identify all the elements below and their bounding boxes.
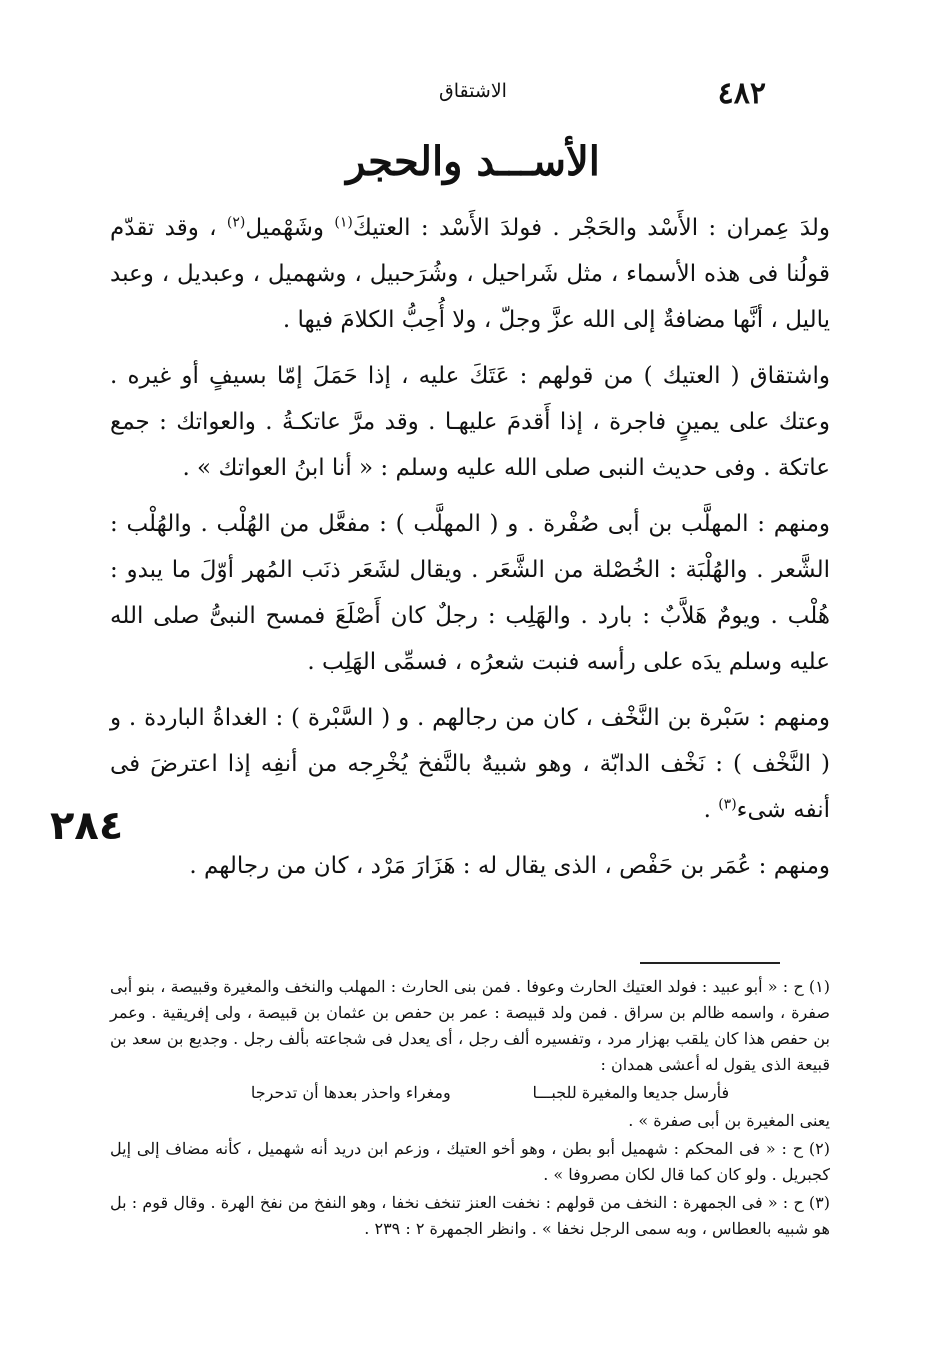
paragraph-text: وشَهْميل [245, 215, 335, 241]
page-header [0, 70, 946, 110]
footnote-marker-2: (٢) [226, 214, 246, 231]
footnote-separator [640, 962, 780, 964]
paragraph-text: ، وقد تقدّم قولُنا فى هذه الأسماء ، مثل شَراحيل ، وشُرَحبيل ، وشهميل ، وعبديل ، وعبد ياليل ، أنَّها مضافةٌ إلى الله عزَّ وجلّ ، ولا أُحِبُّ الكلامَ فيها . [110, 215, 830, 333]
paragraph-5: ومنهم : عُمَر بن حَفْص ، الذى يقال له : هَزَارَ مَرْد ، كان من رجالهم . [189, 853, 830, 879]
footnote-marker-3: (٣) [718, 796, 737, 813]
verse-line [210, 1080, 770, 1106]
paragraph-text: ومنهم : سَبْرة بن النَّخْف ، كان من رجالهم . و ( السَّبْرة ) : الغداةُ الباردة . و ( النَّخْف ) : نَخْف الدابّة ، وهو شبيهٌ بالنَّفخ يُخْرِجه من أنفِه إذا اعترضَ فى أنفه شىء [110, 705, 830, 823]
footnote-3: (٣) ح : « فى الجمهرة : النخف من قولهم : نخفت العنز تنخف نخفا ، وهو النفخ من نفخ الهرة . وقال قوم : بل هو شبيه بالعطاس ، وبه سمى الرجل نخفا » . وانظر الجمهرة ٢ : ٢٣٩ . [110, 1193, 830, 1238]
paragraph-1 [110, 205, 830, 343]
paragraph-3: ومنهم : المهلَّب بن أبى صُفْرة . و ( المهلَّب ) : مفعَّل من الهُلْب . والهُلْب : الشَّعر . والهُلْبَة : الخُصْلة من الشَّعَر . ويقال لشَعَر ذنَب المُهر أوّلَ ما يبدو : هُلْب . ويومٌ هَلاَّبٌ : بارد . والهَلِب : رجلٌ كان أَصْلَعَ فمسح النبىُّ صلى الله عليه وسلم يدَه على رأسه فنبت شعرُه ، فسمِّى الهَلِب . [110, 511, 830, 675]
footnote-2: (٢) ح : « فى المحكم : شهميل أبو بطن ، وهو أخو العتيك ، وزعم ابن دريد أنه شهميل ، كأنه مضاف إلى إيل كجبريل . ولو كان كما قال لكان مصروفا » . [110, 1139, 830, 1184]
paragraph-2: واشتقاق ( العتيك ) من قولهم : عَتَكَ عليه ، إذا حَمَلَ إمّا بسيفٍ أو غيره . وعتك على يمينٍ فاجرة ، إذا أَقدمَ عليهـا . وقد مرَّ عاتكـةُ . والعواتك : جمع عاتكة . وفى حديث النبى صلى الله عليه وسلم : « أنا ابنُ العواتك » . [110, 363, 830, 481]
paragraph-4 [110, 695, 830, 833]
verse-hemistich-2: ومغراء واحذر بعدها أن تدحرجا [250, 1083, 451, 1102]
footnote-1-end: يعنى المغيرة بن أبى صفرة » . [628, 1111, 830, 1130]
main-text [110, 205, 830, 899]
page-number: ٤٨٢ [717, 76, 766, 111]
verse-hemistich-1: فأرسل جديعا والمغيرة للجبـــا [532, 1083, 730, 1102]
paragraph-text: ولدَ عِمران : الأَسْد والحَجْر . فولدَ الأَسْد : العتيكَ [352, 215, 830, 241]
footnote-marker-1: (١) [334, 214, 353, 231]
section-title: الأســـد والحجر [346, 138, 600, 185]
footnote-1: (١) ح : « أبو عبيد : فولد العتيك الحارث وعوفا . فمن بنى الحارث : المهلب والنخف والمغيرة وقبيصة ، بنو أبى صفرة ، واسمه ظالم بن سراق . فمن ولد قبيصة : عمر بن حفص بن عثمان بن قبيصة ، ولى إفريقية . وعمر بن حفص هذا كان يلقب بهزار مرد ، وتفسيره ألف رجل ، أى يعدل فى شجاعته بألف رجل . وجديع بن سعد بن قبيعة الذى يقول له أعشى همدان : [110, 977, 831, 1074]
running-head: الاشتقاق [439, 80, 507, 102]
footnotes [110, 974, 830, 1244]
paragraph-text: . [703, 797, 719, 823]
margin-number: ٢٨٤ [50, 803, 124, 849]
